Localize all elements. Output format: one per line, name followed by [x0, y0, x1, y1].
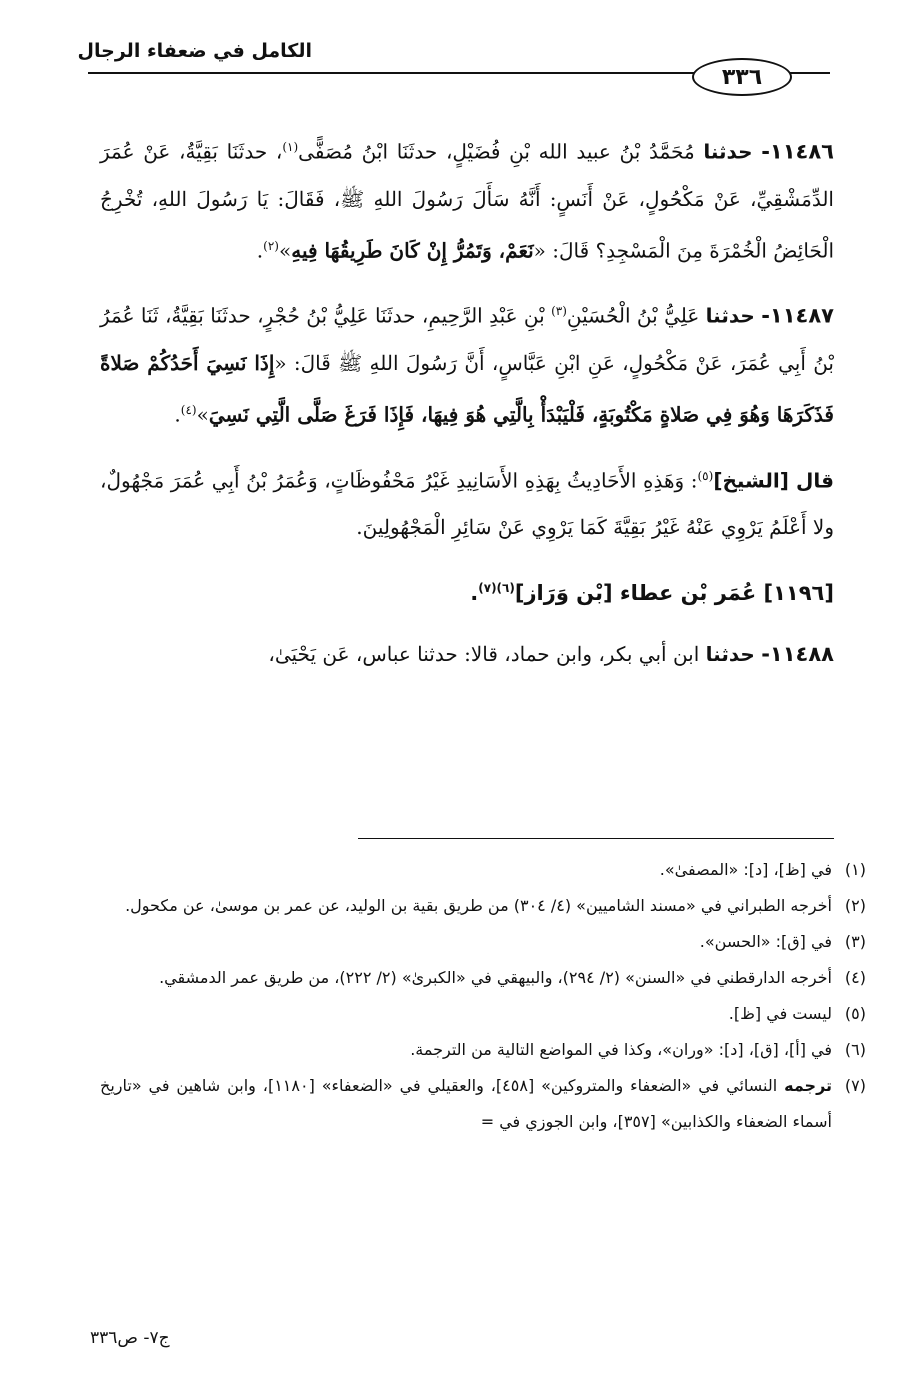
hadith-paragraph — [100, 124, 834, 274]
footnote-text: أخرجه الدارقطني في «السنن» (٢/ ٢٩٤)، والبيهقي في «الكبرىٰ» (٢/ ٢٢٢)، من طريق عمر الدمشقي. — [159, 968, 832, 987]
main-text — [100, 124, 834, 678]
footnote-ref[interactable]: (٦)(٧) — [478, 581, 515, 596]
page-number-badge: ٣٣٦ — [692, 58, 792, 96]
period: . — [470, 581, 479, 606]
isnad-text: عَلِيُّ بْنُ الْحُسَيْنِ — [566, 303, 700, 328]
narration-keyword: حدثنا — [705, 303, 755, 328]
entry-heading-text: [١١٩٦] عُمَر بْن عطاء [بْن وَرَاز] — [514, 581, 834, 606]
footnote-item — [100, 888, 866, 924]
footnote-item — [100, 1068, 866, 1140]
footnote-text: ليست في [ظ]. — [728, 1004, 832, 1023]
footnote-number: (٤) — [844, 968, 866, 987]
quote-close: » — [196, 402, 209, 427]
footnote-text — [100, 1068, 832, 1140]
hadith-number: ١١٤٨٧- — [761, 303, 834, 328]
footnote-number: (٣) — [844, 932, 866, 951]
narration-keyword: حدثنا — [705, 642, 755, 667]
footnote-item — [100, 960, 866, 996]
isnad-text: ابن أبي بكر، وابن حماد، قالا: حدثنا عباس، عَن يَحْيَىٰ، — [268, 642, 700, 667]
entry-heading — [100, 565, 834, 617]
hadith-number: ١١٤٨٨- — [761, 642, 834, 667]
footnote-text: في [أ]، [ق]، [د]: «وران»، وكذا في المواضع التالية من الترجمة. — [410, 1040, 832, 1059]
sheikh-label: قال [الشيخ] — [713, 468, 834, 493]
footnote-number: (٢) — [844, 896, 866, 915]
period: . — [174, 402, 181, 427]
footnote-number: (٥) — [844, 1004, 866, 1023]
footnote-item — [100, 1032, 866, 1068]
footnote-item — [100, 996, 866, 1032]
footnote-ref[interactable]: (٣) — [551, 304, 567, 319]
volume-page-reference: ج٧- ص٣٣٦ — [90, 1328, 170, 1348]
isnad-text: بْنِ عَبْدِ الرَّحِيمِ، حدثَنَا عَلِيُّ بْنُ حُجْرٍ، حدثَنَا بَقِيَّةُ، ثَنَا عُمَرُ بْنُ أَبِي عُمَرَ، عَنْ مَكْحُولٍ، عَنِ ابْنِ عَبَّاسٍ، أَنَّ رَسُولَ اللهِ ﷺ قَالَ: « — [100, 303, 834, 375]
hadith-paragraph — [100, 288, 834, 438]
footnote-number: (٦) — [844, 1040, 866, 1059]
footnote-separator — [358, 838, 834, 839]
footnote-text: في [ظ]، [د]: «المصفىٰ». — [659, 860, 832, 879]
period: . — [256, 238, 264, 263]
isnad-text: ، حدثَنَا بَقِيَّةُ، عَنْ عُمَرَ الدِّمَشْقِيِّ، عَنْ مَكْحُولٍ، عَنْ أَنَسٍ: أَنَّهُ سَأَلَ رَسُولَ اللهِ ﷺ، فَقَالَ: يَا رَسُولَ اللهِ، تُخْرِجُ الْحَائِضُ الْخُمْرَةَ مِنَ الْمَسْجِدِ؟ قَالَ: « — [100, 139, 834, 263]
footnote-text: في [ق]: «الحسن». — [699, 932, 832, 951]
footnote-item — [100, 852, 866, 888]
footnotes-section — [100, 852, 866, 1140]
quote-close: » — [278, 238, 292, 263]
running-header-title: الكامل في ضعفاء الرجال — [77, 40, 312, 62]
header-rule-right — [788, 72, 830, 74]
hadith-matn: نَعَمْ، وَتَمُرُّ إِنْ كَانَ طَرِيقُهَا فِيهِ — [291, 238, 534, 263]
isnad-text: مُحَمَّدُ بْنُ عبيد الله بْنِ فُضَيْلٍ، حدثَنَا ابْنُ مُصَفًّى — [298, 139, 695, 164]
footnote-ref[interactable]: (٢) — [263, 238, 279, 253]
header-rule-left — [88, 72, 694, 74]
hadith-matn: إِذَا نَسِيَ أَحَدُكُمْ صَلاةً فَذَكَرَهَا وَهُوَ فِي صَلاةٍ مَكْتُوبَةٍ، فَلْيَبْدَأْ بِالَّتِي هُوَ فِيهَا، فَإِذَا فَرَغَ صَلَّى الَّتِي نَسِيَ — [100, 350, 834, 427]
comment-text: : وَهَذِهِ الأَحَادِيثُ بِهَذِهِ الأَسَانِيدِ غَيْرُ مَحْفُوظَاتٍ، وَعُمَرُ بْنُ أَبِي عُمَرَ مَجْهُولٌ، ولا أَعْلَمُ يَرْوِي عَنْهُ غَيْرُ بَقِيَّةَ كَمَا يَرْوِي عَنْ سَائِرِ الْمَجْهُولِينَ. — [100, 468, 834, 540]
footnote-ref[interactable]: (٥) — [697, 468, 714, 483]
footnote-item — [100, 924, 866, 960]
footnote-body: النسائي في «الضعفاء والمتروكين» [٤٥٨]، والعقيلي في «الضعفاء» [١١٨٠]، وابن شاهين في «تاريخ أسماء الضعفاء والكذابين» [٣٥٧]، وابن الجوزي في = — [100, 1076, 832, 1131]
narration-keyword: حدثنا — [703, 139, 753, 164]
footnote-number: (١) — [844, 860, 866, 879]
footnote-ref[interactable]: (٤) — [180, 402, 197, 417]
sheikh-comment — [100, 453, 834, 552]
hadith-number: ١١٤٨٦- — [761, 139, 834, 164]
hadith-paragraph — [100, 631, 834, 678]
footnote-keyword: ترجمه — [784, 1076, 833, 1095]
footnote-text: أخرجه الطبراني في «مسند الشاميين» (٤/ ٣٠٤) من طريق بقية بن الوليد، عن عمر بن موسىٰ، عن مكحول. — [125, 896, 832, 915]
footnote-number: (٧) — [844, 1076, 866, 1095]
footnote-ref[interactable]: (١) — [282, 140, 299, 154]
